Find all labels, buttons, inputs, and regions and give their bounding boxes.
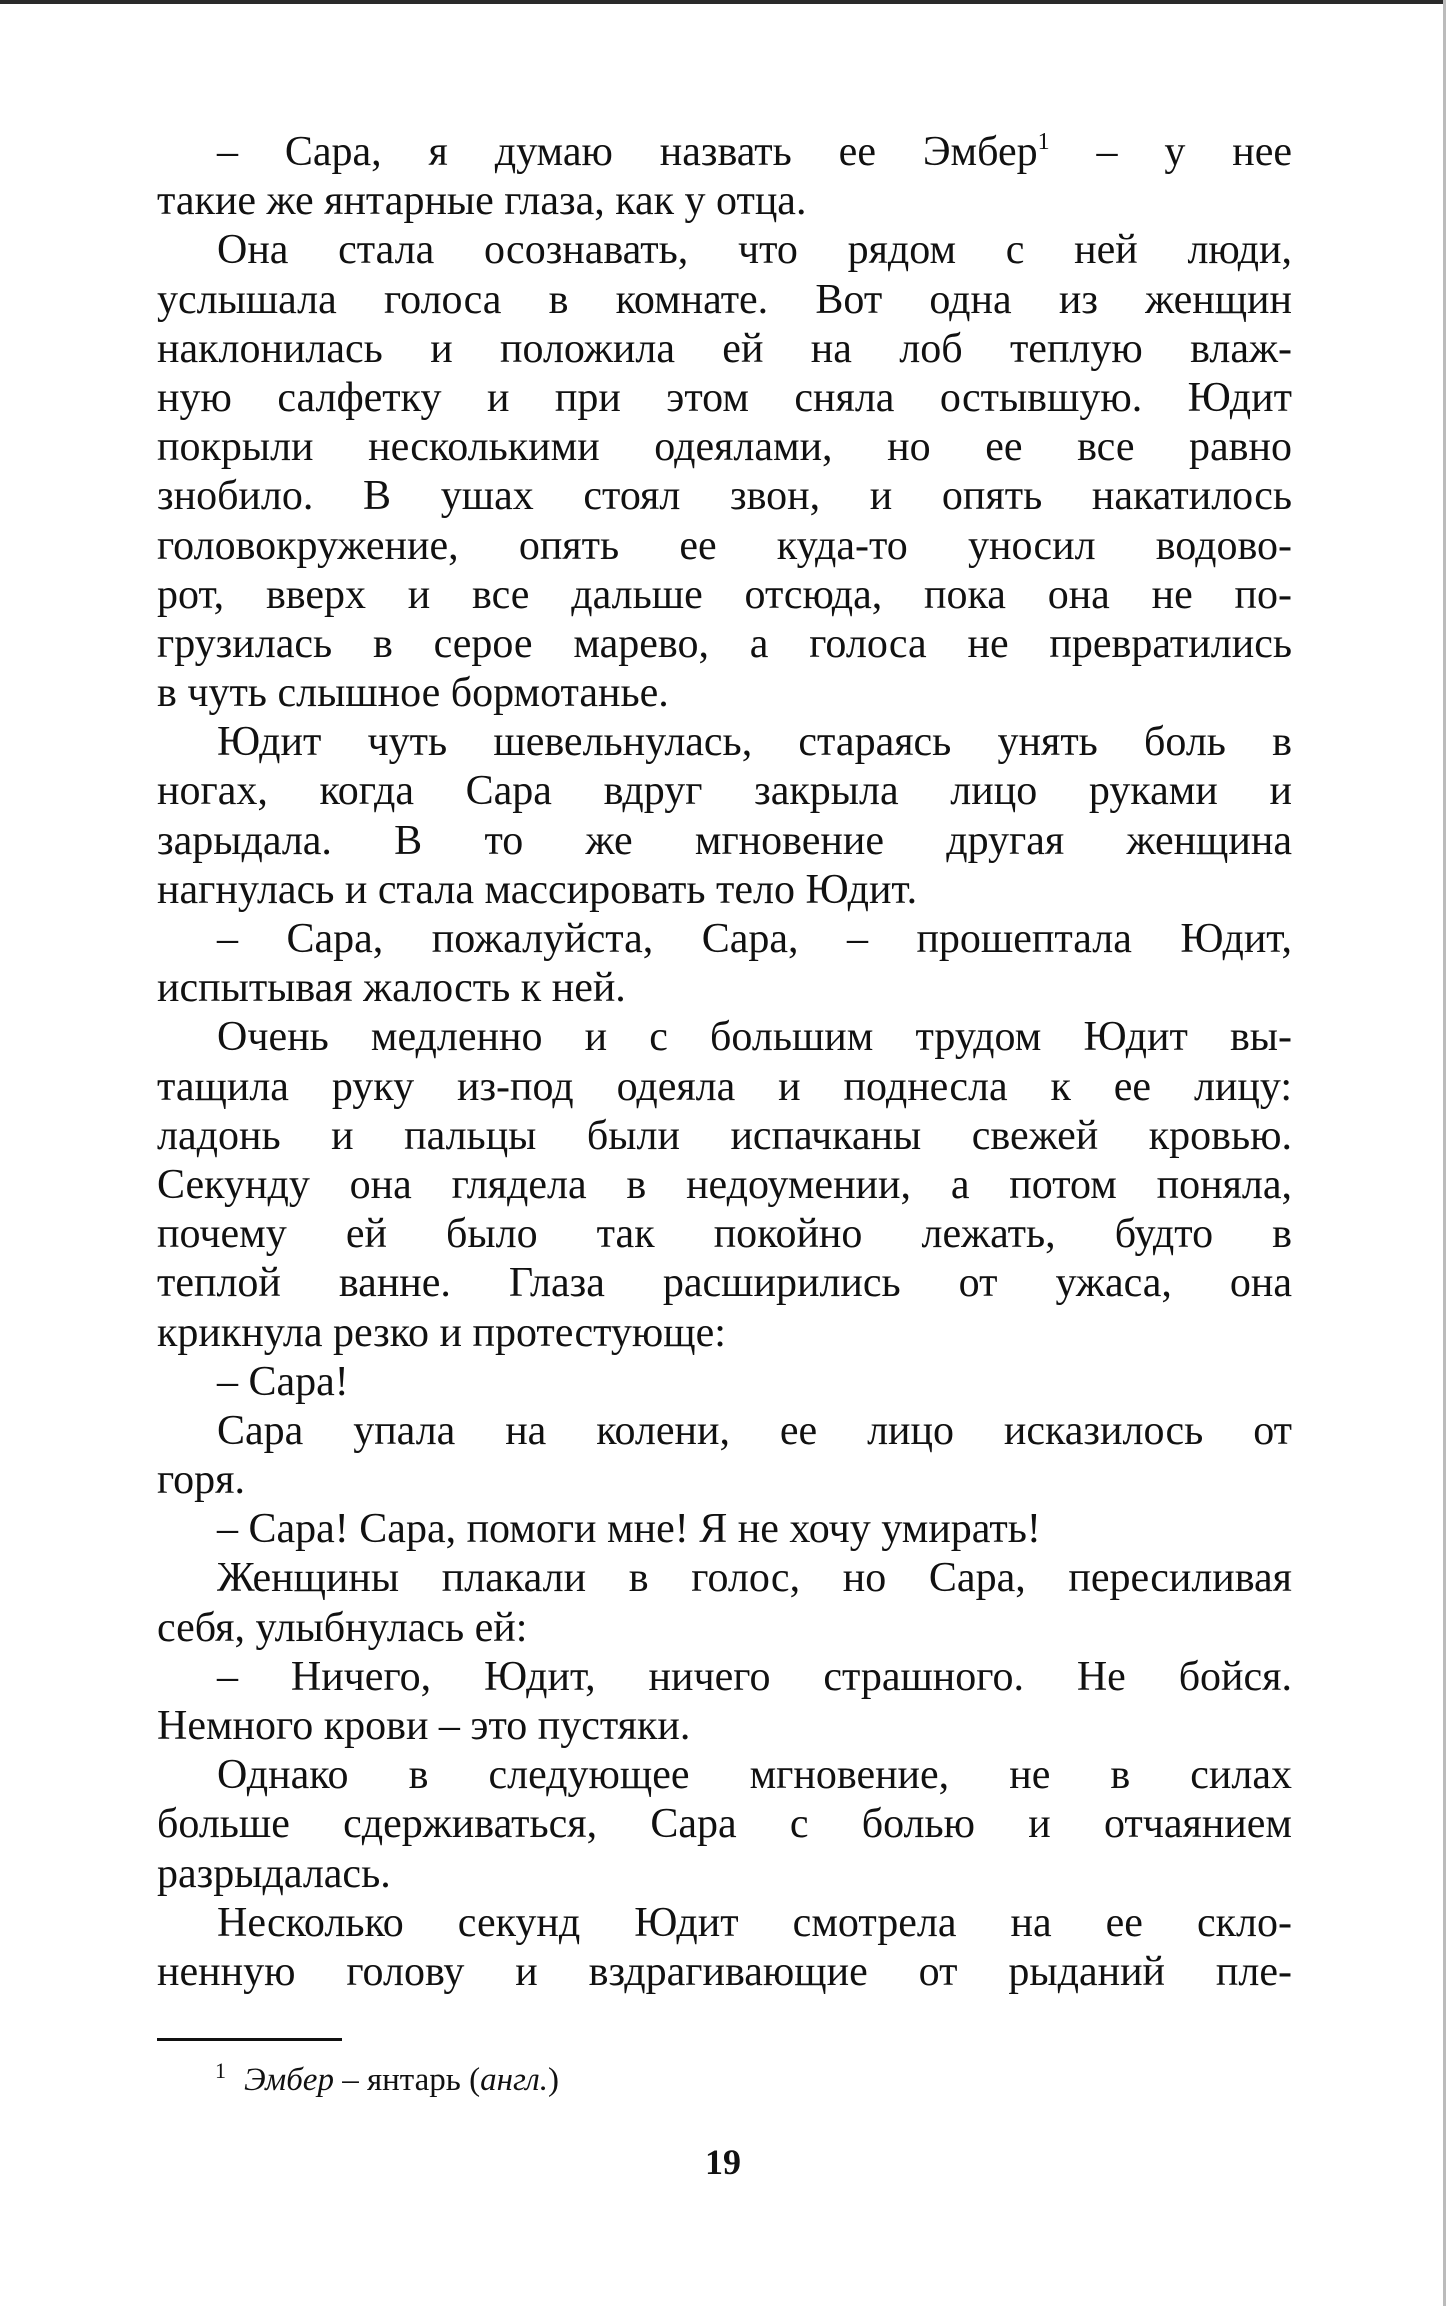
text-line: почему ей было так покойно лежать, будто в xyxy=(157,1211,1292,1258)
text-line: нагнулась и стала массировать тело Юдит. xyxy=(157,866,918,913)
text-line: рот, вверх и все дальше отсюда, пока она не по- xyxy=(157,571,1292,618)
text-line: Женщины плакали в голос, но Сара, пересиливая xyxy=(217,1555,1292,1602)
footnote-number: 1 xyxy=(215,2058,226,2083)
text-line: услышала голоса в комнате. Вот одна из женщин xyxy=(157,276,1292,323)
text-line: теплой ванне. Глаза расширились от ужаса, она xyxy=(157,1260,1292,1307)
text-line-part: – у нее xyxy=(1049,129,1292,175)
text-line: наклонилась и положила ей на лоб теплую влаж- xyxy=(157,325,1292,372)
footnote-dash: – xyxy=(333,2062,367,2098)
text-line: Юдит чуть шевельнулась, стараясь унять боль в xyxy=(217,719,1292,766)
text-line: ладонь и пальцы были испачканы свежей кровью. xyxy=(157,1112,1292,1159)
text-line: Однако в следующее мгновение, не в силах xyxy=(217,1752,1292,1799)
text-line: – Ничего, Юдит, ничего страшного. Не бойся. xyxy=(217,1653,1292,1700)
footnote-lang-close: ) xyxy=(548,2062,560,2098)
footnote-translation: янтарь xyxy=(366,2062,461,2098)
text-line: ненную голову и вздрагивающие от рыданий пле- xyxy=(157,1948,1292,1995)
page-number: 19 xyxy=(705,2142,741,2182)
text-line: Сара упала на колени, ее лицо исказилось от xyxy=(217,1407,1292,1454)
footnote-reference: 1 xyxy=(1037,129,1050,155)
text-line: Секунду она глядела в недоумении, а потом поняла, xyxy=(157,1161,1292,1208)
text-line: зарыдала. В то же мгновение другая женщина xyxy=(157,817,1292,864)
text-line xyxy=(157,128,1292,177)
text-line: себя, улыбнулась ей: xyxy=(157,1604,528,1651)
footnote-language: англ. xyxy=(480,2062,549,2098)
page-top-edge xyxy=(0,0,1446,4)
text-line: тащила руку из-под одеяла и поднесла к ее лицу: xyxy=(157,1063,1292,1110)
text-line: Несколько секунд Юдит смотрела на ее скло- xyxy=(217,1899,1292,1946)
text-line: в чуть слышное бормотанье. xyxy=(157,670,669,717)
text-line: разрыдалась. xyxy=(157,1850,391,1897)
footnote-rule xyxy=(157,2038,342,2041)
text-line: покрыли несколькими одеялами, но ее все равно xyxy=(157,424,1292,471)
text-line: – Сара, пожалуйста, Сара, – прошептала Юдит, xyxy=(217,916,1292,962)
footnote-lang-open: ( xyxy=(460,2062,481,2098)
text-line: Очень медленно и с большим трудом Юдит вы- xyxy=(217,1014,1292,1061)
text-line: больше сдерживаться, Сара с болью и отчаянием xyxy=(157,1801,1292,1848)
text-line: испытывая жалость к ней. xyxy=(157,965,626,1012)
text-line: – Сара! xyxy=(217,1358,349,1405)
text-line: крикнула резко и протестующе: xyxy=(157,1309,726,1356)
text-line: знобило. В ушах стоял звон, и опять накатилось xyxy=(157,473,1292,520)
text-line: такие же янтарные глаза, как у отца. xyxy=(157,178,807,225)
text-line: – Сара! Сара, помоги мне! Я не хочу умирать! xyxy=(217,1506,1041,1553)
text-line-part: – Сара, я думаю назвать ее Эмбер xyxy=(217,129,1038,175)
footnote xyxy=(215,2060,559,2100)
text-line: Она стала осознавать, что рядом с ней люди, xyxy=(217,227,1292,274)
text-line: головокружение, опять ее куда-то уносил водово- xyxy=(157,522,1292,569)
text-line: горя. xyxy=(157,1457,245,1504)
text-line: Немного крови – это пустяки. xyxy=(157,1703,691,1749)
text-line: грузилась в серое марево, а голоса не превратились xyxy=(157,620,1292,667)
text-line: ную салфетку и при этом сняла остывшую. Юдит xyxy=(157,374,1292,421)
body-text xyxy=(157,128,1292,1997)
footnote-term: Эмбер xyxy=(244,2062,334,2098)
text-line: ногах, когда Сара вдруг закрыла лицо руками и xyxy=(157,768,1292,815)
